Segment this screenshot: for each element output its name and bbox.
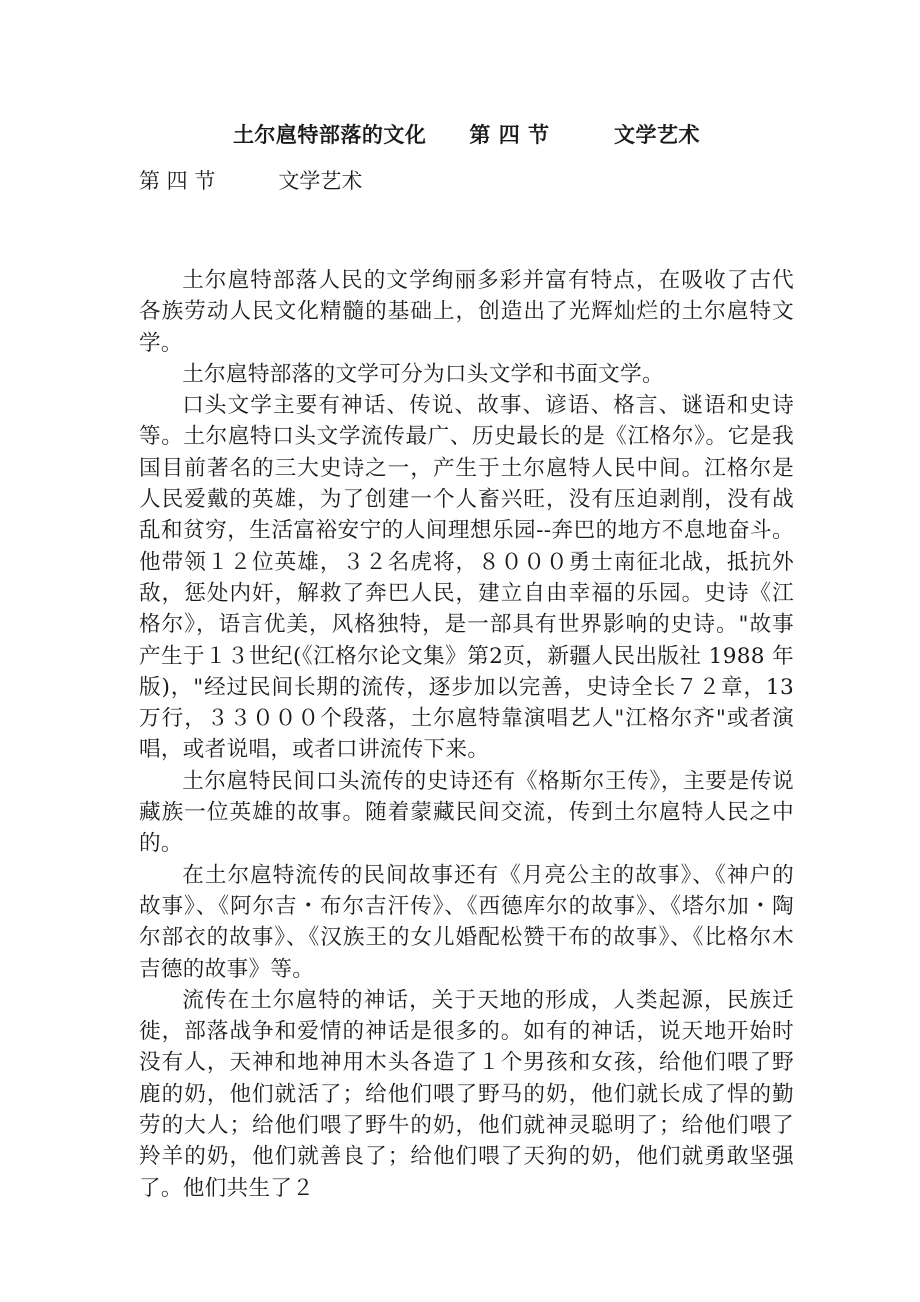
paragraph-myths: 流传在土尔扈特的神话，关于天地的形成，人类起源，民族迁徙，部落战争和爱情的神话是很多的。如有的神话，说天地开始时没有人，天神和地神用木头各造了１个男孩和女孩，给他们喂了野鹿的奶，他们就活了；给他们喂了野马的奶，他们就长成了悍的勤劳的大人；给他们喂了野牛的奶，他们就神灵聪明了；给他们喂了羚羊的奶，他们就善良了；给他们喂了天狗的奶，他们就勇敢坚强了。他们共生了２ (139, 987, 794, 1201)
paragraph-intro: 土尔扈特部落人民的文学绚丽多彩并富有特点，在吸收了古代各族劳动人民文化精髓的基础上，创造出了光辉灿烂的土尔扈特文学。 (139, 268, 794, 356)
paragraph-jangar-epic: 口头文学主要有神话、传说、故事、谚语、格言、谜语和史诗等。土尔扈特口头文学流传最广、历史最长的是《江格尔》。它是我国目前著名的三大史诗之一，产生于土尔扈特人民中间。江格尔是人民爱戴的英雄，为了创建一个人畜兴旺，没有压迫剥削，没有战乱和贫穷，生活富裕安宁的人间理想乐园--奔巴的地方不息地奋斗。他带领１２位英雄，３２名虎将，８０００勇士南征北战，抵抗外敌，惩处内奸，解救了奔巴人民，建立自由幸福的乐园。史诗《江格尔》，语言优美，风格独特，是一部具有世界影响的史诗。"故事产生于１３世纪(《江格尔论文集》第2页，新疆人民出版社 1988 年版)，"经过民间长期的流传，逐步加以完善，史诗全长７２章，13万行，３３０００个段落，土尔扈特靠演唱艺人"江格尔齐"或者演唱，或者说唱，或者口讲流传下来。 (139, 393, 794, 763)
paragraph-categories: 土尔扈特部落的文学可分为口头文学和书面文学。 (182, 361, 664, 387)
document-title: 土尔扈特部落的文化 第 四 节 文学艺术 (232, 123, 701, 147)
paragraph-gesar-epic: 土尔扈特民间口头流传的史诗还有《格斯尔王传》，主要是传说藏族一位英雄的故事。随着蒙藏民间交流，传到土尔扈特人民之中的。 (139, 768, 794, 857)
section-heading: 第 四 节 文学艺术 (139, 169, 363, 193)
document-body (139, 265, 794, 1204)
paragraph-folk-tales: 在土尔扈特流传的民间故事还有《月亮公主的故事》、《神户的故事》、《阿尔吉・布尔吉汗传》、《西德库尔的故事》、《塔尔加・陶尔部衣的故事》、《汉族王的女儿婚配松赞干布的故事》、《比格尔木吉德的故事》等。 (139, 862, 794, 982)
